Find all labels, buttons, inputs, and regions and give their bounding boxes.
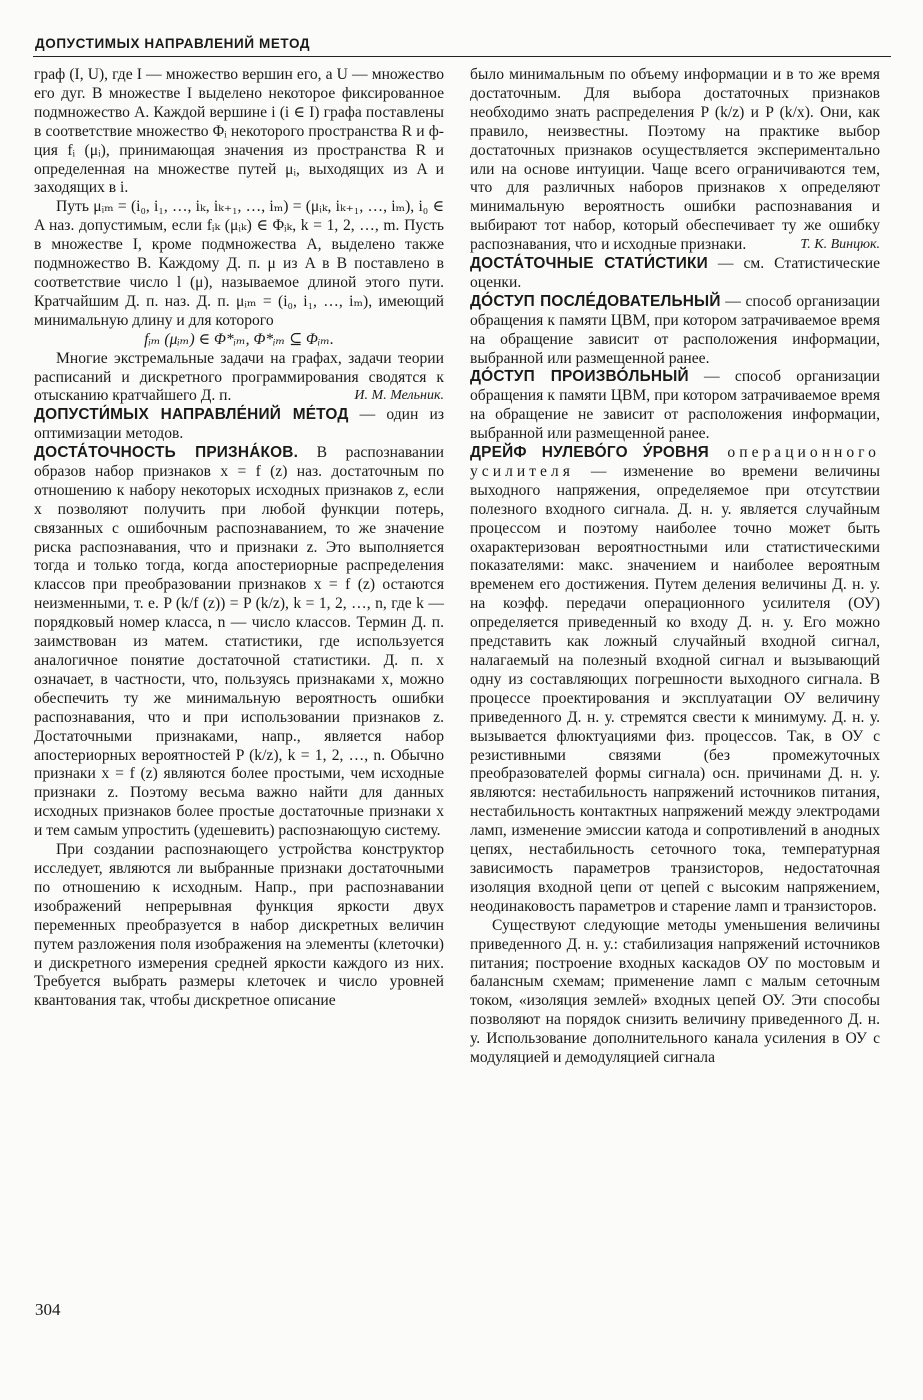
entry-body: — способ организации обращения к памяти ЦВМ, при котором затрачиваемое время на обращение не зависит от расположения информации, выбранной или размещенной ранее. — [470, 368, 880, 443]
entry-body: — один из оптимизации методов. — [34, 406, 444, 443]
entry-subterm: операционного усилителя — [470, 444, 880, 480]
entry-term: ДОСТА́ТОЧНОСТЬ ПРИЗНА́КОВ. — [34, 444, 299, 462]
entry-term: ДРЕЙФ НУЛЕВО́ГО У́РОВНЯ — [470, 444, 709, 462]
page-number: 304 — [35, 1300, 61, 1319]
paragraph: граф (I, U), где I — множество вершин его, а U — множество его дуг. В множестве I выделено некоторое фиксированное подмножество A. Каждой вершине i (i ∈ I) графа поставлены в соответствие множество Φᵢ некоторого пространства R и ф-ция fᵢ (μᵢ), принимающая значения из пространства R и определенная на множестве путей μᵢ, выходящих из A и заходящих в i. — [34, 66, 444, 197]
entry — [34, 444, 444, 841]
entry-term: ДО́СТУП ПРОИЗВО́ЛЬНЫЙ — [470, 368, 689, 386]
left-column — [34, 66, 444, 1011]
paragraph: При создании распознающего устройства конструктор исследует, являются ли выбранные признаки достаточными по отношению к исходным. Напр., при распознавании изображений непрерывная функция яркости двух переменных преобразуется в набор дискретных величин путем разложения поля изображения на элементы (клеточки) и дискретного измерения средней яркости каждого из них. Требуется выбрать размеры клеточек и число уровней квантования так, чтобы дискретное описание — [34, 841, 444, 1010]
paragraph: было минимальным по объему информации и в то же время достаточным. Для выбора достаточных признаков необходимо знать распределения P (k/z) и P (k/x). Они, как правило, неизвестны. Поэтому на практике выбор достаточных признаков осуществляется экспериментально или на основе интуиции. Чаще всего ограничиваются тем, что для различных наборов признаков x определяют минимальную вероятность ошибки распознавания и выбирают тот набор, который обеспечивает ту же ошибку распознавания, что и исходные признаки. — [470, 66, 880, 254]
paragraph: Существуют следующие методы уменьшения величины приведенного Д. н. у.: стабилизация напряжений источников питания; построение входных каскадов ОУ по мостовым и балансным схемам; применение ламп с малым сеточным током, «изоляция землей» входных цепей ОУ. Эти способы позволяют на порядок снизить величину приведенного Д. н. у. Использование дополнительного канала усиления в ОУ с модуляцией и демодуляцией сигнала — [470, 916, 880, 1067]
entry — [470, 368, 880, 444]
author-signature: И. М. Мельник. — [354, 388, 444, 404]
entry-term: ДОСТА́ТОЧНЫЕ СТАТИ́СТИКИ — [470, 254, 708, 272]
entry-term: ДОПУСТИ́МЫХ НАПРАВЛЕ́НИЙ МЕ́ТОД — [34, 406, 349, 424]
equation: fᵢₘ (μᵢₘ) ∈ Φ*ᵢₘ, Φ*ᵢₘ ⊆ Φᵢₘ. — [144, 330, 334, 348]
header-rule — [33, 56, 891, 57]
entry-body: — см. Статистические оценки. — [470, 254, 880, 291]
paragraph-text: Многие экстремальные задачи на графах, задачи теории расписаний и дискретного программирования сводятся к отысканию кратчайшего Д. п. — [34, 349, 444, 405]
entry-body: В распознавании образов набор признаков x = f (z) наз. достаточным по отношению к набору некоторых исходных признаков z, если x позволяют получить при любой функции потерь, связанных с ошибочным распознаванием, то же значение риска распознавания, что и признаки z. Это выполняется тогда и только тогда, когда апостериорные распределения классов при преобразовании признаков x = f (z) остаются неизменными, т. е. P (k/f (z)) = P (k/z), k = 1, 2, …, n, где k — порядковый номер класса, n — число классов. Термин Д. п. заимствован из матем. статистики, где используется аналогичное понятие достаточной статистики. Д. п. x означает, в частности, что, пользуясь признаками x, можно обеспечить ту же минимальную вероятность ошибки распознавания, что и при использовании признаков z. Достаточными признаками, напр., является набор апостериорных вероятностей P (k/z), k = 1, 2, …, n. Обычно признаки x = f (z) являются более простыми, чем исходные признаки z. Поэтому весьма важно найти для данных исходных признаков более простые достаточные признаки x и тем самым упростить (удешевить) распознающую систему. — [34, 444, 444, 840]
entry — [34, 406, 444, 444]
paragraph: Путь μᵢₘ = (i₀, i₁, …, iₖ, iₖ₊₁, …, iₘ) = (μᵢₖ, iₖ₊₁, …, iₘ), i₀ ∈ A наз. допустимым, если fᵢₖ (μᵢₖ) ∈ Φᵢₖ, k = 1, 2, …, m. Пусть в множестве I, кроме подмножества A, выделено также подмножество B. Каждому Д. п. μ из A в B поставлено в соответствие число l (μ), называемое длиной этого пути. Кратчайшим Д. п. наз. Д. п. μᵢₘ = (i₀, i₁, …, iₘ), имеющий минимальную длину и для которого — [34, 198, 444, 329]
right-column — [470, 66, 880, 1068]
entry — [470, 444, 880, 917]
entry-body: — изменение во времени величины выходного напряжения, определяемое при отсутствии полезного входного сигнала. Д. н. у. является случайным процессом и поэтому наиболее точно может быть охарактеризован вероятностными или статистическими показателями: макс. значением и наиболее вероятным временем его достижения. Путем деления величины Д. н. у. на коэфф. передачи операционного усилителя (ОУ) определяется приведенный ко входу Д. н. у. Его можно представить как ложный случайный входной сигнал, налагаемый на полезный входной сигнал и вызывающий одну из составляющих погрешности выходного сигнала. В процессе проектирования и эксплуатации ОУ величину приведенного Д. н. у. стремятся свести к минимуму. Д. н. у. вызывается флюктуациями физ. процессов. Так, в ОУ с резистивными связями (без промежуточных преобразователей формы сигнала) осн. причинами Д. н. у. являются: нестабильность напряжений источников питания, нестабильность контактных напряжений между электродами ламп, изменение эмиссии катода и сопротивлений в анодных цепях, нестабильность сеточного тока, температурная зависимость параметров транзисторов, недостаточная изоляция входной цепи от цепей с высоким напряжением, неодинаковость параметров и старение ламп и транзисторов. — [470, 462, 880, 915]
entry — [470, 255, 880, 293]
running-head: ДОПУСТИМЫХ НАПРАВЛЕНИЙ МЕТОД — [35, 36, 311, 51]
entry-body: — способ организации обращения к памяти ЦВМ, при котором затрачиваемое время на обращение зависит от расположения информации, выбранной или размещенной ранее. — [470, 292, 880, 367]
author-signature: Т. К. Винцюк. — [800, 237, 880, 253]
entry — [470, 293, 880, 369]
entry-term: ДО́СТУП ПОСЛЕ́ДОВАТЕЛЬНЫЙ — [470, 292, 721, 310]
